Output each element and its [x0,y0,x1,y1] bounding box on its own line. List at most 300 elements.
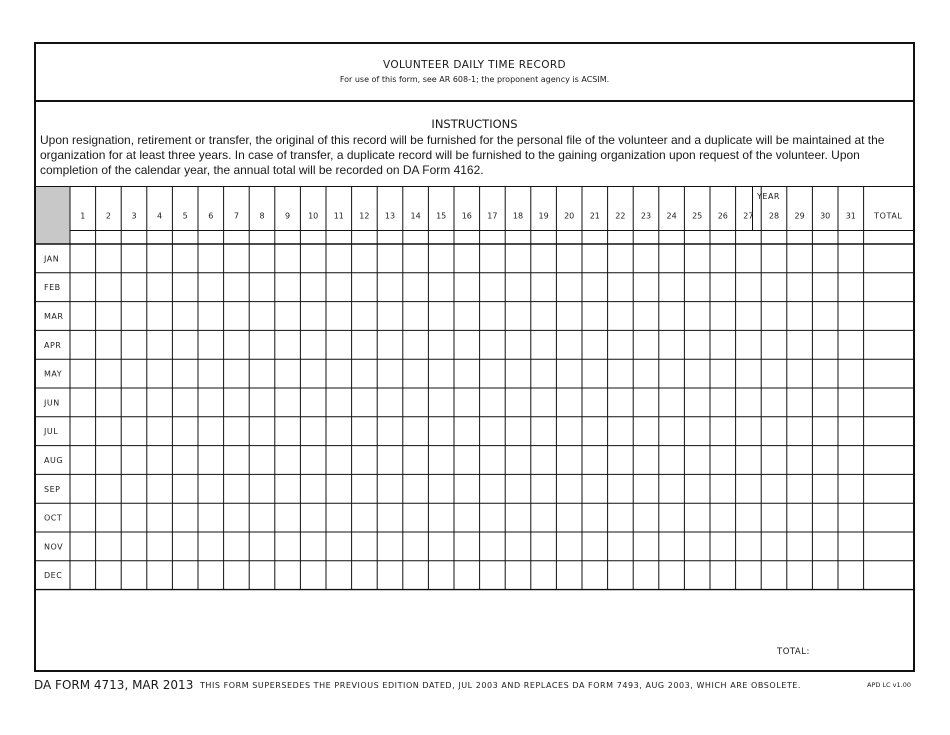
day-cell[interactable] [761,330,787,359]
day-cell[interactable] [70,244,96,273]
day-cell[interactable] [480,388,506,417]
day-cell[interactable] [608,561,634,590]
day-cell[interactable] [352,388,378,417]
day-cell[interactable] [275,417,301,446]
day-cell[interactable] [326,330,352,359]
day-cell[interactable] [787,503,813,532]
day-cell[interactable] [582,273,608,302]
day-cell[interactable] [326,359,352,388]
day-cell[interactable] [812,474,838,503]
day-cell[interactable] [787,532,813,561]
day-cell[interactable] [736,417,762,446]
day-cell[interactable] [736,446,762,475]
day-cell[interactable] [121,244,147,273]
day-cell[interactable] [224,359,250,388]
day-cell[interactable] [531,359,557,388]
day-cell[interactable] [377,388,403,417]
day-cell[interactable] [684,359,710,388]
day-cell[interactable] [787,273,813,302]
day-cell[interactable] [736,330,762,359]
day-cell[interactable] [224,474,250,503]
day-cell[interactable] [428,503,454,532]
day-cell[interactable] [403,359,429,388]
day-cell[interactable] [838,417,864,446]
day-cell[interactable] [147,330,173,359]
day-cell[interactable] [608,503,634,532]
day-cell[interactable] [633,446,659,475]
day-cell[interactable] [736,244,762,273]
day-cell[interactable] [505,273,531,302]
day-cell[interactable] [96,244,122,273]
day-cell[interactable] [582,503,608,532]
day-cell[interactable] [454,244,480,273]
day-cell[interactable] [684,503,710,532]
day-cell[interactable] [505,330,531,359]
day-cell[interactable] [582,417,608,446]
day-cell[interactable] [608,446,634,475]
day-cell[interactable] [121,474,147,503]
day-cell[interactable] [300,244,326,273]
day-cell[interactable] [326,503,352,532]
day-cell[interactable] [147,532,173,561]
day-cell[interactable] [249,244,275,273]
day-cell[interactable] [275,302,301,331]
day-cell[interactable] [198,417,224,446]
day-cell[interactable] [300,388,326,417]
month-total-cell[interactable] [864,302,913,331]
day-cell[interactable] [556,474,582,503]
day-cell[interactable] [403,417,429,446]
month-total-cell[interactable] [864,532,913,561]
month-total-cell[interactable] [864,561,913,590]
day-cell[interactable] [684,417,710,446]
day-cell[interactable] [275,503,301,532]
day-cell[interactable] [198,330,224,359]
day-cell[interactable] [300,417,326,446]
day-cell[interactable] [505,388,531,417]
day-cell[interactable] [147,244,173,273]
day-cell[interactable] [172,302,198,331]
day-cell[interactable] [249,474,275,503]
day-cell[interactable] [172,561,198,590]
day-cell[interactable] [556,388,582,417]
day-cell[interactable] [454,330,480,359]
day-cell[interactable] [531,388,557,417]
day-cell[interactable] [812,388,838,417]
day-cell[interactable] [684,446,710,475]
day-cell[interactable] [736,302,762,331]
day-cell[interactable] [147,388,173,417]
day-cell[interactable] [428,561,454,590]
day-cell[interactable] [121,359,147,388]
month-total-cell[interactable] [864,417,913,446]
day-cell[interactable] [70,330,96,359]
day-cell[interactable] [710,561,736,590]
day-cell[interactable] [505,302,531,331]
day-cell[interactable] [710,244,736,273]
day-cell[interactable] [454,273,480,302]
day-cell[interactable] [224,417,250,446]
day-cell[interactable] [659,446,685,475]
day-cell[interactable] [249,330,275,359]
day-cell[interactable] [121,302,147,331]
day-cell[interactable] [377,503,403,532]
day-cell[interactable] [326,302,352,331]
day-cell[interactable] [326,388,352,417]
day-cell[interactable] [812,417,838,446]
day-cell[interactable] [352,244,378,273]
day-cell[interactable] [147,302,173,331]
day-cell[interactable] [198,388,224,417]
day-cell[interactable] [582,359,608,388]
day-cell[interactable] [556,359,582,388]
day-cell[interactable] [198,561,224,590]
day-cell[interactable] [198,474,224,503]
day-cell[interactable] [121,330,147,359]
day-cell[interactable] [480,503,506,532]
day-cell[interactable] [428,330,454,359]
day-cell[interactable] [454,561,480,590]
day-cell[interactable] [428,388,454,417]
day-cell[interactable] [326,244,352,273]
day-cell[interactable] [710,532,736,561]
day-cell[interactable] [249,532,275,561]
day-cell[interactable] [96,388,122,417]
day-cell[interactable] [224,503,250,532]
day-cell[interactable] [96,532,122,561]
day-cell[interactable] [428,446,454,475]
day-cell[interactable] [403,244,429,273]
day-cell[interactable] [608,388,634,417]
day-cell[interactable] [377,474,403,503]
day-cell[interactable] [684,244,710,273]
day-cell[interactable] [70,359,96,388]
day-cell[interactable] [403,273,429,302]
day-cell[interactable] [608,532,634,561]
day-cell[interactable] [172,474,198,503]
day-cell[interactable] [787,417,813,446]
day-cell[interactable] [428,474,454,503]
day-cell[interactable] [249,417,275,446]
day-cell[interactable] [556,302,582,331]
day-cell[interactable] [352,302,378,331]
day-cell[interactable] [505,446,531,475]
day-cell[interactable] [608,474,634,503]
day-cell[interactable] [377,302,403,331]
day-cell[interactable] [710,446,736,475]
day-cell[interactable] [556,446,582,475]
day-cell[interactable] [531,561,557,590]
month-total-cell[interactable] [864,446,913,475]
day-cell[interactable] [505,244,531,273]
day-cell[interactable] [300,446,326,475]
day-cell[interactable] [633,359,659,388]
day-cell[interactable] [659,388,685,417]
day-cell[interactable] [505,561,531,590]
day-cell[interactable] [300,330,326,359]
day-cell[interactable] [147,503,173,532]
day-cell[interactable] [710,330,736,359]
day-cell[interactable] [608,244,634,273]
day-cell[interactable] [275,330,301,359]
day-cell[interactable] [633,244,659,273]
day-cell[interactable] [582,302,608,331]
day-cell[interactable] [812,446,838,475]
day-cell[interactable] [633,503,659,532]
day-cell[interactable] [249,446,275,475]
day-cell[interactable] [275,359,301,388]
day-cell[interactable] [377,417,403,446]
day-cell[interactable] [96,359,122,388]
day-cell[interactable] [608,359,634,388]
day-cell[interactable] [403,302,429,331]
day-cell[interactable] [428,532,454,561]
day-cell[interactable] [377,359,403,388]
day-cell[interactable] [224,330,250,359]
day-cell[interactable] [659,244,685,273]
day-cell[interactable] [249,302,275,331]
day-cell[interactable] [480,561,506,590]
day-cell[interactable] [300,474,326,503]
day-cell[interactable] [96,561,122,590]
day-cell[interactable] [761,244,787,273]
day-cell[interactable] [172,417,198,446]
day-cell[interactable] [172,359,198,388]
day-cell[interactable] [812,561,838,590]
day-cell[interactable] [838,388,864,417]
day-cell[interactable] [403,474,429,503]
day-cell[interactable] [377,273,403,302]
day-cell[interactable] [300,302,326,331]
month-total-cell[interactable] [864,273,913,302]
day-cell[interactable] [275,474,301,503]
day-cell[interactable] [96,503,122,532]
day-cell[interactable] [736,359,762,388]
day-cell[interactable] [121,561,147,590]
day-cell[interactable] [147,273,173,302]
day-cell[interactable] [633,474,659,503]
day-cell[interactable] [352,330,378,359]
day-cell[interactable] [70,388,96,417]
day-cell[interactable] [505,417,531,446]
day-cell[interactable] [377,532,403,561]
day-cell[interactable] [761,532,787,561]
day-cell[interactable] [249,388,275,417]
day-cell[interactable] [172,244,198,273]
day-cell[interactable] [70,503,96,532]
day-cell[interactable] [198,273,224,302]
day-cell[interactable] [352,474,378,503]
day-cell[interactable] [275,561,301,590]
day-cell[interactable] [710,474,736,503]
day-cell[interactable] [96,273,122,302]
day-cell[interactable] [121,273,147,302]
day-cell[interactable] [275,244,301,273]
day-cell[interactable] [505,474,531,503]
day-cell[interactable] [172,503,198,532]
day-cell[interactable] [428,302,454,331]
day-cell[interactable] [147,561,173,590]
day-cell[interactable] [736,561,762,590]
day-cell[interactable] [326,273,352,302]
day-cell[interactable] [787,388,813,417]
day-cell[interactable] [224,244,250,273]
day-cell[interactable] [761,302,787,331]
day-cell[interactable] [531,302,557,331]
day-cell[interactable] [710,417,736,446]
day-cell[interactable] [761,273,787,302]
day-cell[interactable] [710,273,736,302]
day-cell[interactable] [275,388,301,417]
day-cell[interactable] [787,474,813,503]
day-cell[interactable] [70,474,96,503]
day-cell[interactable] [70,532,96,561]
day-cell[interactable] [377,561,403,590]
day-cell[interactable] [556,503,582,532]
day-cell[interactable] [70,302,96,331]
day-cell[interactable] [531,273,557,302]
day-cell[interactable] [121,388,147,417]
day-cell[interactable] [736,273,762,302]
day-cell[interactable] [275,273,301,302]
day-cell[interactable] [172,273,198,302]
day-cell[interactable] [633,273,659,302]
day-cell[interactable] [838,446,864,475]
day-cell[interactable] [582,388,608,417]
day-cell[interactable] [172,446,198,475]
day-cell[interactable] [505,359,531,388]
day-cell[interactable] [659,330,685,359]
day-cell[interactable] [556,244,582,273]
day-cell[interactable] [582,330,608,359]
day-cell[interactable] [812,532,838,561]
day-cell[interactable] [812,503,838,532]
day-cell[interactable] [454,388,480,417]
day-cell[interactable] [787,359,813,388]
day-cell[interactable] [838,330,864,359]
day-cell[interactable] [377,244,403,273]
day-cell[interactable] [70,446,96,475]
day-cell[interactable] [761,388,787,417]
day-cell[interactable] [531,446,557,475]
day-cell[interactable] [761,561,787,590]
day-cell[interactable] [249,561,275,590]
day-cell[interactable] [70,417,96,446]
day-cell[interactable] [556,417,582,446]
day-cell[interactable] [633,417,659,446]
day-cell[interactable] [172,330,198,359]
day-cell[interactable] [505,503,531,532]
day-cell[interactable] [659,532,685,561]
day-cell[interactable] [761,417,787,446]
day-cell[interactable] [761,446,787,475]
day-cell[interactable] [454,474,480,503]
month-total-cell[interactable] [864,388,913,417]
day-cell[interactable] [480,532,506,561]
day-cell[interactable] [684,561,710,590]
day-cell[interactable] [326,446,352,475]
day-cell[interactable] [454,446,480,475]
day-cell[interactable] [300,561,326,590]
day-cell[interactable] [531,417,557,446]
day-cell[interactable] [608,302,634,331]
day-cell[interactable] [710,359,736,388]
day-cell[interactable] [608,330,634,359]
day-cell[interactable] [736,388,762,417]
month-total-cell[interactable] [864,359,913,388]
day-cell[interactable] [352,359,378,388]
day-cell[interactable] [787,446,813,475]
day-cell[interactable] [96,446,122,475]
day-cell[interactable] [659,503,685,532]
day-cell[interactable] [710,302,736,331]
day-cell[interactable] [70,273,96,302]
day-cell[interactable] [198,503,224,532]
day-cell[interactable] [377,446,403,475]
day-cell[interactable] [684,474,710,503]
day-cell[interactable] [480,273,506,302]
day-cell[interactable] [787,302,813,331]
day-cell[interactable] [838,273,864,302]
day-cell[interactable] [838,532,864,561]
day-cell[interactable] [659,474,685,503]
day-cell[interactable] [147,359,173,388]
day-cell[interactable] [249,273,275,302]
day-cell[interactable] [275,532,301,561]
day-cell[interactable] [428,417,454,446]
day-cell[interactable] [480,446,506,475]
day-cell[interactable] [70,561,96,590]
day-cell[interactable] [249,503,275,532]
day-cell[interactable] [556,273,582,302]
day-cell[interactable] [198,302,224,331]
day-cell[interactable] [326,561,352,590]
day-cell[interactable] [403,561,429,590]
day-cell[interactable] [172,388,198,417]
day-cell[interactable] [275,446,301,475]
day-cell[interactable] [710,388,736,417]
day-cell[interactable] [787,561,813,590]
day-cell[interactable] [454,302,480,331]
day-cell[interactable] [480,302,506,331]
day-cell[interactable] [736,503,762,532]
day-cell[interactable] [531,503,557,532]
day-cell[interactable] [198,532,224,561]
day-cell[interactable] [684,388,710,417]
month-total-cell[interactable] [864,503,913,532]
day-cell[interactable] [454,532,480,561]
day-cell[interactable] [838,474,864,503]
day-cell[interactable] [403,330,429,359]
day-cell[interactable] [224,446,250,475]
day-cell[interactable] [480,474,506,503]
day-cell[interactable] [684,302,710,331]
day-cell[interactable] [352,417,378,446]
day-cell[interactable] [787,244,813,273]
day-cell[interactable] [428,244,454,273]
day-cell[interactable] [147,446,173,475]
day-cell[interactable] [710,503,736,532]
day-cell[interactable] [684,273,710,302]
day-cell[interactable] [121,446,147,475]
day-cell[interactable] [608,417,634,446]
day-cell[interactable] [326,474,352,503]
day-cell[interactable] [582,244,608,273]
day-cell[interactable] [428,359,454,388]
day-cell[interactable] [838,503,864,532]
day-cell[interactable] [659,359,685,388]
day-cell[interactable] [454,359,480,388]
